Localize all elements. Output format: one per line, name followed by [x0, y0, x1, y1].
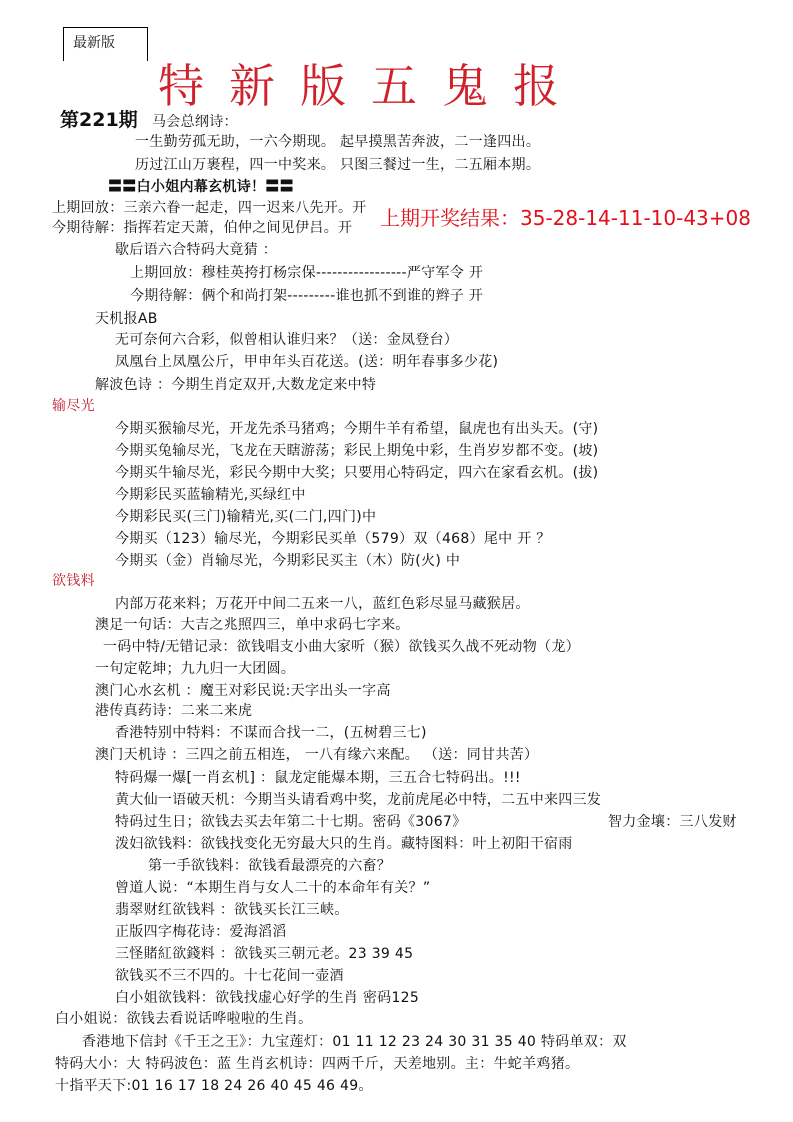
text-line: 白小姐说：欲钱去看说话哗啦啦的生肖。: [55, 1011, 313, 1027]
text-line: 特码过生日；欲钱去买去年第二十七期。密码《3067》: [115, 814, 467, 830]
text-line: 凤凰台上凤凰公斤，甲申年头百花送。(送：明年春事多少花): [115, 354, 499, 370]
poem-heading: 马会总纲诗：: [152, 114, 238, 130]
text-line: 澳足一句话：大吉之兆照四三，单中求码七字来。: [95, 617, 410, 633]
text-line: 澳门心水玄机 ：魔王对彩民说:天字出头一字高: [95, 683, 391, 699]
latest-edition-badge: [63, 27, 148, 61]
poem-line: 历过江山万裹程，四一中奖来。 只图三餐过一生，二五厢本期。: [135, 157, 541, 173]
section-heading-riddle: 欲钱料: [52, 573, 95, 589]
text-line: 上期回放：三亲六眷一起走，四一迟来八先开。开: [52, 200, 367, 216]
text-line: 十指平天下:01 16 17 18 24 26 40 45 46 49。: [55, 1078, 373, 1094]
badge-label: 最新版: [73, 35, 115, 51]
section-heading: 〓〓白小姐内幕玄机诗！〓〓: [108, 179, 294, 195]
text-line: 内部万花来料；万花开中间二五来一八，蓝红色彩尽显马藏猴居。: [115, 596, 530, 612]
text-line: 港传真药诗：二来二来虎: [95, 703, 253, 719]
text-line: 解波色诗 ：今期生肖定双开,大数龙定来中特: [95, 377, 377, 393]
text-line: 一句定乾坤；九九归一大团圆。: [95, 661, 296, 677]
text-line: 今期买猴输尽光，开龙先杀马猪鸡；今期牛羊有希望，鼠虎也有出头天。(守): [115, 421, 599, 437]
text-line: 特码爆一爆[一肖玄机] ：鼠龙定能爆本期，三五合七特码出。!!!: [115, 770, 521, 786]
text-line: 今期买（金）肖输尽光，今期彩民买主（木）防(火) 中: [115, 553, 461, 569]
text-line: 澳门天机诗 ：三四之前五相连， 一八有缘六来配。 （送：同甘共苦）: [95, 747, 539, 763]
text-line: 特码大小：大 特码波色：蓝 生肖玄机诗：四两千斤，天差地别。主：牛蛇羊鸡猪。: [55, 1056, 580, 1072]
text-line: 曾道人说：“本期生肖与女人二十的本命年有关？”: [115, 880, 431, 896]
text-line: 黄大仙一语破天机：今期当头请看鸡中奖，龙前虎尾必中特，二五中来四三发: [115, 792, 602, 808]
text-line: 今期买兔输尽光，飞龙在天瞎游荡；彩民上期兔中彩，生肖岁岁都不变。(坡): [115, 443, 599, 459]
text-line: 今期待解：指挥若定天萧，伯仲之间见伊吕。开: [52, 220, 353, 236]
page-title: 特新版五鬼报: [158, 59, 584, 113]
issue-number: 第221期: [60, 109, 138, 131]
text-line: 今期买（123）输尽光，今期彩民买单（579）双（468）尾中 开 ？: [115, 531, 551, 547]
text-line: 香港地下信封《千王之王》：九宝莲灯：01 11 12 23 24 30 31 35 40 特码单双：双: [82, 1034, 627, 1050]
text-line: 白小姐欲钱料：欲钱找虚心好学的生肖 密码125: [115, 990, 420, 1006]
text-line: 今期彩民买(三门)输精光,买(二门,四门)中: [115, 509, 377, 525]
text-line: 香港特别中特料：不谋而合找一二，(五树碧三七): [115, 725, 427, 741]
text-line: 今期彩民买蓝输精光,买绿红中: [115, 487, 306, 503]
text-line: 今期买牛输尽光，彩民今期中大奖；只要用心特码定，四六在家看玄机。(拔): [115, 465, 599, 481]
text-line: 无可奈何六合彩，似曾相认谁归来？（送：金凤登台）: [115, 332, 459, 348]
section-heading-lose-all: 输尽光: [52, 398, 95, 414]
text-line: 智力金壤：三八发财: [608, 814, 737, 830]
text-line: 泼妇欲钱料：欲钱找变化无穷最大只的生肖。藏特图料：叶上初阳干宿雨: [115, 836, 573, 852]
last-draw-result: 上期开奖结果：35-28-14-11-10-43+08: [380, 206, 751, 230]
text-line: 歇后语六合特码大竟猜 ：: [115, 242, 278, 258]
text-line: 欲钱买不三不四的。十七花间一壶酒: [115, 968, 344, 984]
text-line: 一码中特/无错记录：欲钱唱支小曲大家听（猴）欲钱买久战不死动物（龙）: [103, 639, 580, 655]
text-line: 正版四字梅花诗：爱海滔滔: [115, 924, 287, 940]
text-line: 今期待解：俩个和尚打架---------谁也抓不到谁的辫子 开: [130, 288, 484, 304]
text-line: 天机报AB: [95, 311, 158, 327]
text-line: 三怪賭紅欲錢料 ：欲钱买三朝元老。23 39 45: [115, 946, 414, 962]
text-line: 翡翠财红欲钱料 ：欲钱买长江三峡。: [115, 902, 349, 918]
text-line: 第一手欲钱料：欲钱看最漂亮的六畜？: [148, 858, 392, 874]
text-line: 上期回放：穆桂英挎打杨宗保-----------------严守军令 开: [130, 265, 484, 281]
poem-line: 一生勤劳孤无助，一六今期现。 起早摸黑苦奔波，二一逢四出。: [135, 134, 541, 150]
